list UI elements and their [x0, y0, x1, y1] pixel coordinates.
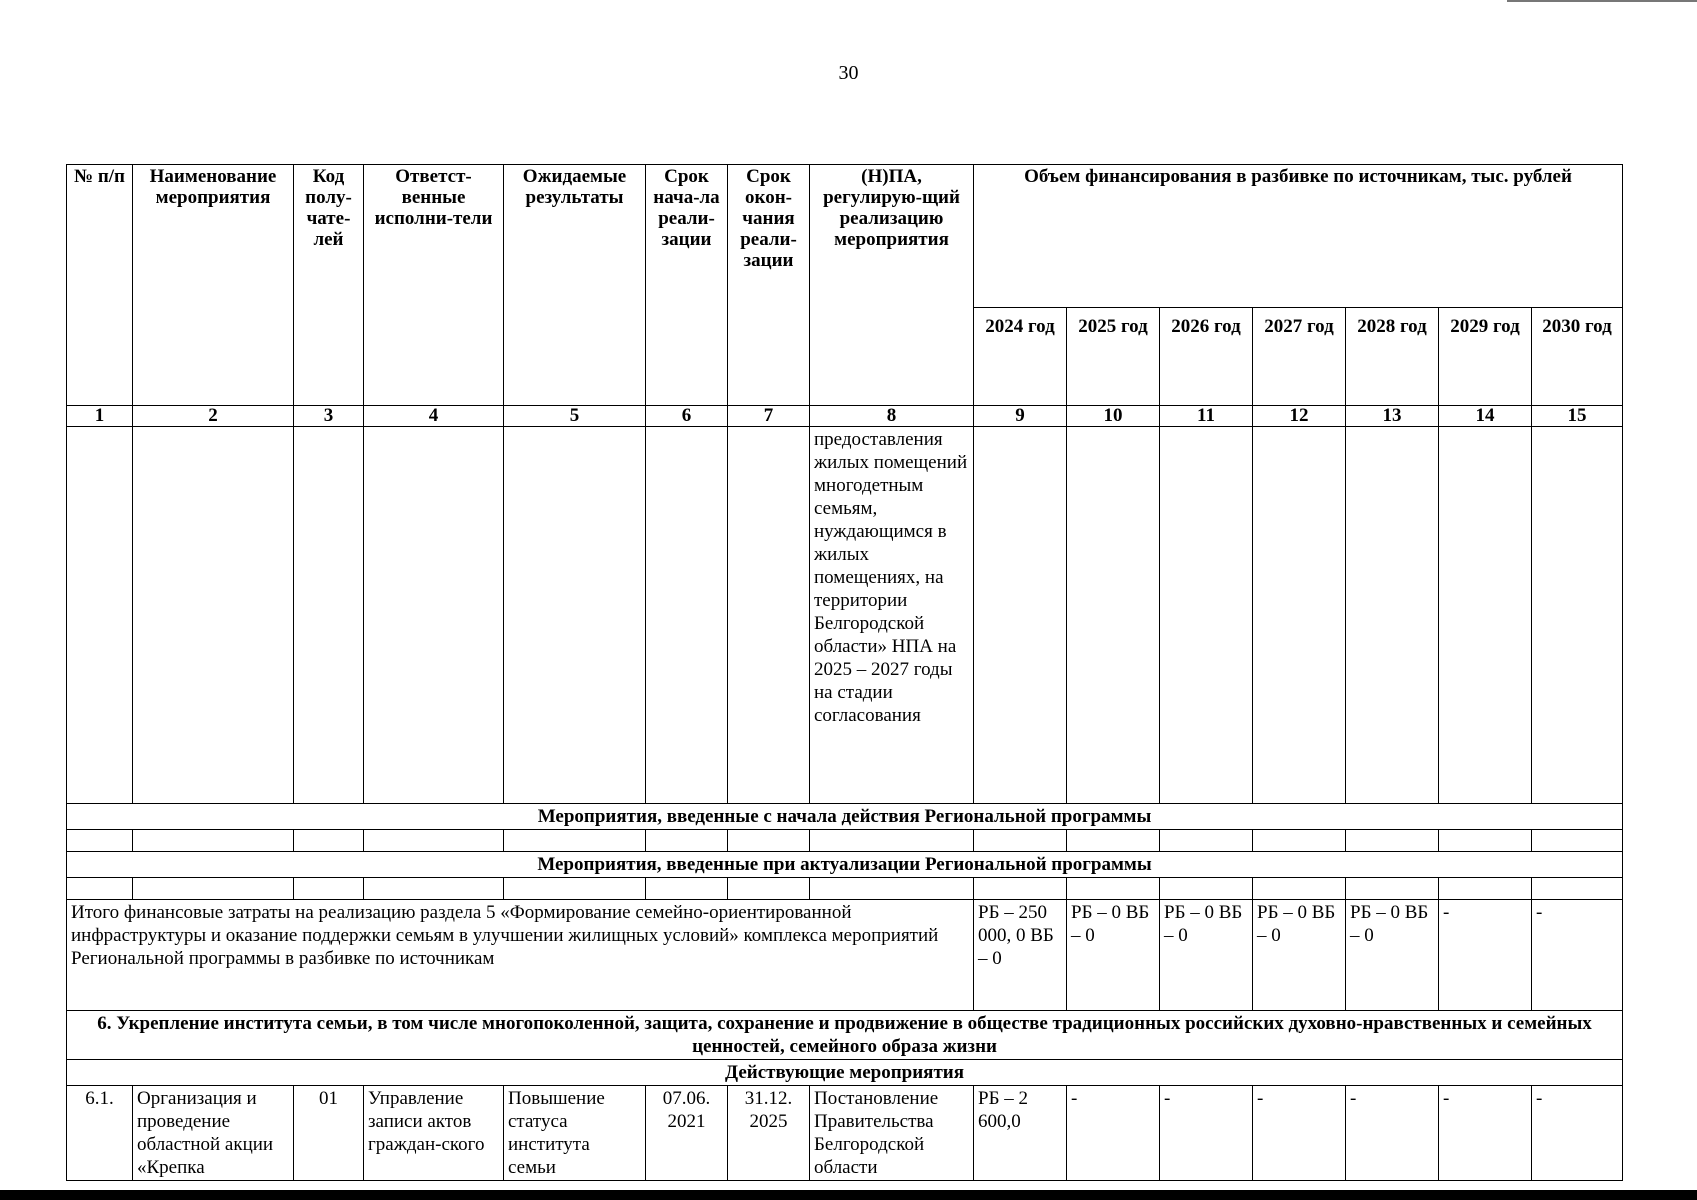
column-number: 5: [504, 406, 646, 427]
column-number: 7: [728, 406, 810, 427]
funding-2025: -: [1067, 1086, 1160, 1181]
total-2027: РБ – 0 ВБ – 0: [1253, 900, 1346, 1011]
total-2026: РБ – 0 ВБ – 0: [1160, 900, 1253, 1011]
executor: Управление записи актов граждан-ского: [364, 1086, 504, 1181]
section-title-actualization: Мероприятия, введенные при актуализации Региональной программы: [67, 852, 1623, 878]
column-number: 1: [67, 406, 133, 427]
column-number: 8: [810, 406, 974, 427]
npa-continuation-text: предоставления жилых помещений многодетным семьям, нуждающимся в жилых помещениях, на территории Белгородской области» НПА на 2025 – 2027 годы на стадии согласования: [810, 427, 974, 804]
end-date: 31.12. 2025: [728, 1086, 810, 1181]
funding-2029: -: [1439, 1086, 1532, 1181]
top-rule: [1507, 0, 1697, 2]
header-year-2024: 2024 год: [974, 308, 1067, 406]
column-number: 4: [364, 406, 504, 427]
column-number: 14: [1439, 406, 1532, 427]
header-year-2025: 2025 год: [1067, 308, 1160, 406]
header-num: № п/п: [67, 165, 133, 406]
total-2029: -: [1439, 900, 1532, 1011]
header-start: Срок нача-ла реали-зации: [646, 165, 728, 406]
start-date: 07.06. 2021: [646, 1086, 728, 1181]
current-measures-title: Действующие мероприятия: [67, 1060, 1623, 1086]
section-row: [67, 1060, 1623, 1086]
program-table: [66, 164, 1623, 1181]
funding-2028: -: [1346, 1086, 1439, 1181]
column-number: 6: [646, 406, 728, 427]
column-number: 3: [294, 406, 364, 427]
bottom-scan-edge: [0, 1190, 1697, 1200]
column-number: 2: [133, 406, 294, 427]
total-2024: РБ – 250 000, 0 ВБ – 0: [974, 900, 1067, 1011]
header-year-2030: 2030 год: [1532, 308, 1623, 406]
section-row: [67, 1011, 1623, 1060]
section-row: [67, 804, 1623, 830]
header-row: [67, 165, 1623, 308]
header-year-2029: 2029 год: [1439, 308, 1532, 406]
header-code: Код полу-чате-лей: [294, 165, 364, 406]
page-number: 30: [838, 62, 859, 84]
empty-row: [67, 878, 1623, 900]
header-npa: (Н)ПА, регулирую-щий реализацию мероприятия: [810, 165, 974, 406]
row-number: 6.1.: [67, 1086, 133, 1181]
column-number: 10: [1067, 406, 1160, 427]
header-name: Наименование мероприятия: [133, 165, 294, 406]
column-number: 11: [1160, 406, 1253, 427]
funding-2026: -: [1160, 1086, 1253, 1181]
header-results: Ожидаемые результаты: [504, 165, 646, 406]
header-executors: Ответст-венные исполни-тели: [364, 165, 504, 406]
header-funding: Объем финансирования в разбивке по источникам, тыс. рублей: [974, 165, 1623, 308]
column-number: 9: [974, 406, 1067, 427]
npa: Постановление Правительства Белгородской области: [810, 1086, 974, 1181]
column-number: 15: [1532, 406, 1623, 427]
section6-title: 6. Укрепление института семьи, в том числе многопоколенной, защита, сохранение и продвижение в обществе традиционных российских духовно-нравственных и семейных ценностей, семейного образа жизни: [67, 1011, 1623, 1060]
continuation-row: [67, 427, 1623, 804]
total-label: Итого финансовые затраты на реализацию раздела 5 «Формирование семейно-ориентированной инфраструктуры и оказание поддержки семьям в улучшении жилищных условий» комплекса мероприятий Региональной программы в разбивке по источникам: [67, 900, 974, 1011]
empty-row: [67, 830, 1623, 852]
funding-2030: -: [1532, 1086, 1623, 1181]
section-title-since-start: Мероприятия, введенные с начала действия Региональной программы: [67, 804, 1623, 830]
column-number: 13: [1346, 406, 1439, 427]
recipient-code: 01: [294, 1086, 364, 1181]
section-row: [67, 852, 1623, 878]
total-2028: РБ – 0 ВБ – 0: [1346, 900, 1439, 1011]
total-2025: РБ – 0 ВБ – 0: [1067, 900, 1160, 1011]
column-number-row: [67, 406, 1623, 427]
measure-name: Организация и проведение областной акции «Крепка: [133, 1086, 294, 1181]
header-end: Срок окон-чания реали-зации: [728, 165, 810, 406]
header-year-2026: 2026 год: [1160, 308, 1253, 406]
funding-2024: РБ – 2 600,0: [974, 1086, 1067, 1181]
header-year-2028: 2028 год: [1346, 308, 1439, 406]
total-2030: -: [1532, 900, 1623, 1011]
funding-2027: -: [1253, 1086, 1346, 1181]
table-row: [67, 1086, 1623, 1181]
expected-result: Повышение статуса института семьи: [504, 1086, 646, 1181]
total-row: [67, 900, 1623, 1011]
column-number: 12: [1253, 406, 1346, 427]
header-year-2027: 2027 год: [1253, 308, 1346, 406]
